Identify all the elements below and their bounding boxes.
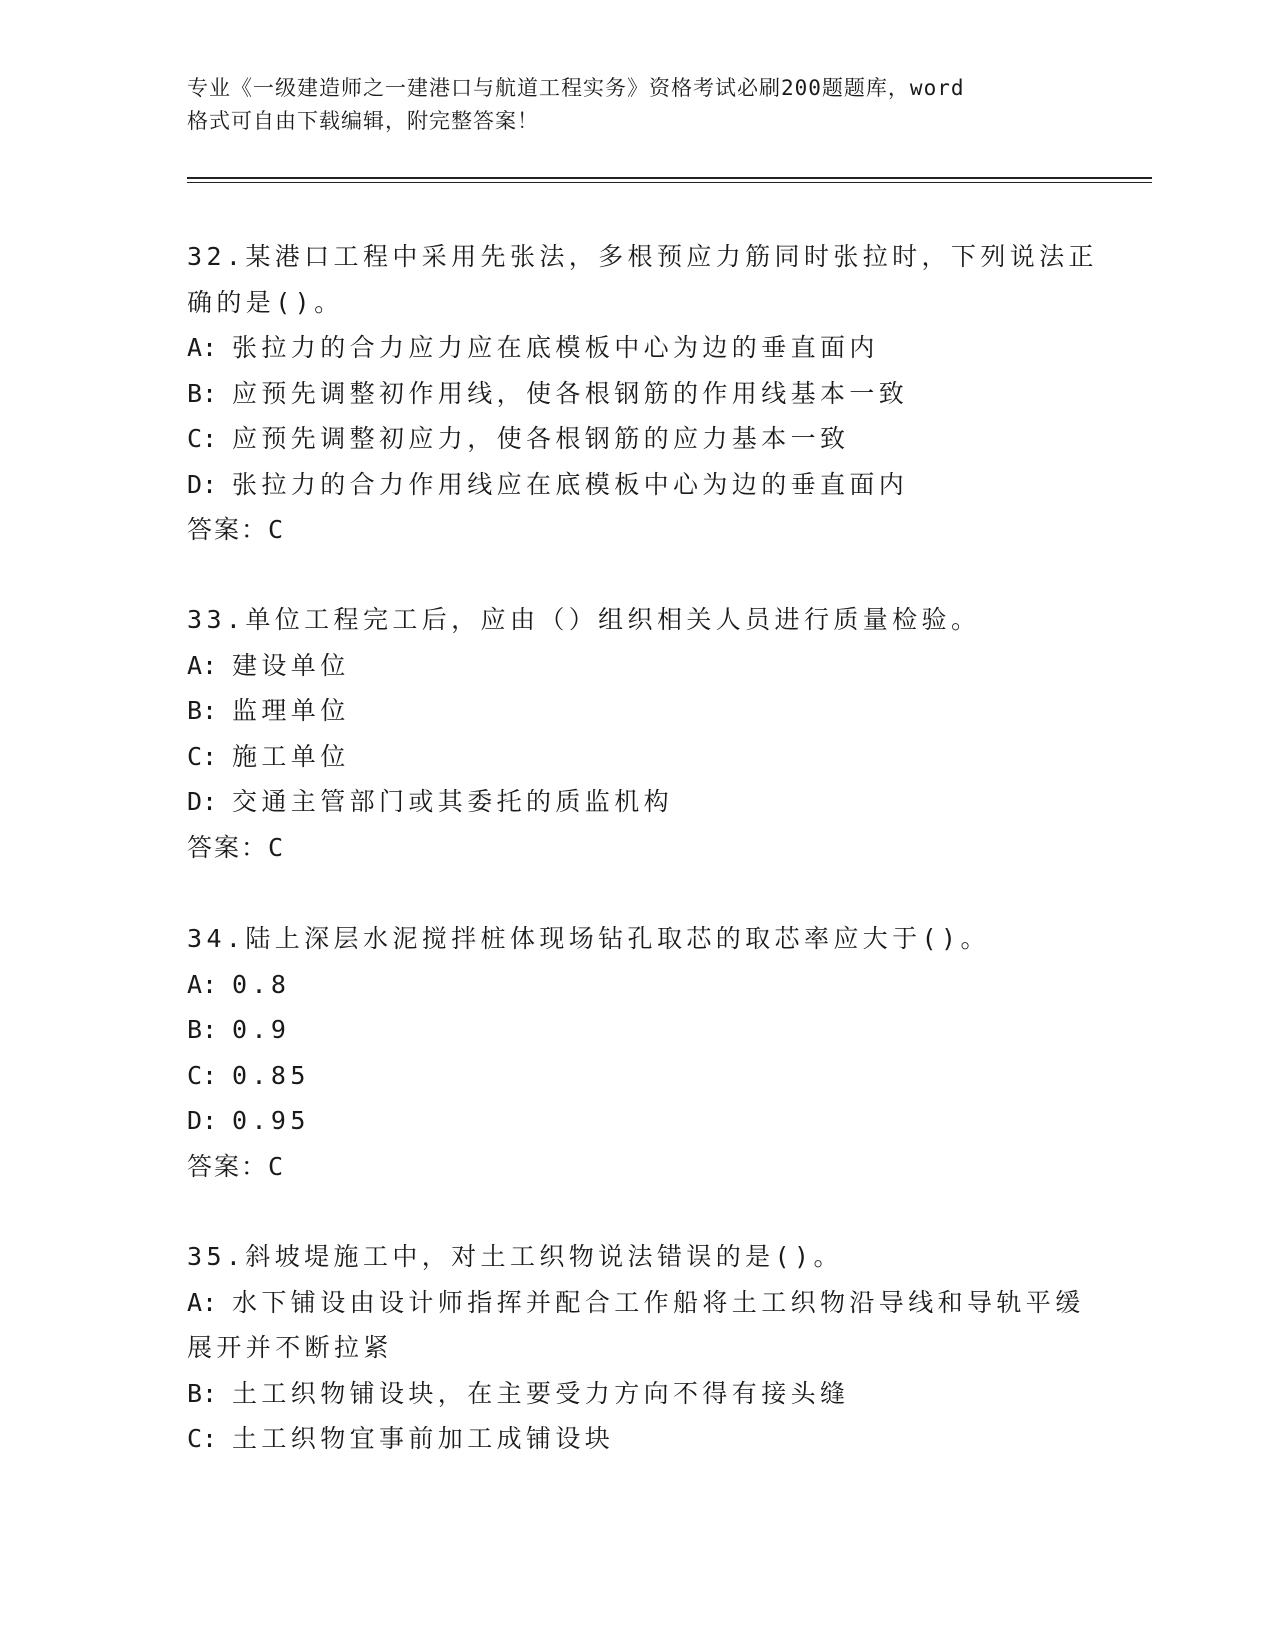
option-text: 0.95 <box>232 1106 310 1135</box>
option-a <box>187 962 1067 1008</box>
question-32 <box>187 234 1098 553</box>
option-text: 交通主管部门或其委托的质监机构 <box>232 787 674 816</box>
option-d <box>187 1098 1067 1144</box>
option-a <box>187 643 1067 689</box>
option-c <box>187 734 1067 780</box>
option-text: 土工织物宜事前加工成铺设块 <box>232 1424 615 1453</box>
header-divider-thin <box>187 182 1152 183</box>
answer <box>187 825 1067 871</box>
option-c <box>187 1416 1067 1462</box>
option-prefix: C: <box>187 741 218 771</box>
option-prefix: D: <box>187 787 218 816</box>
question-35 <box>187 1234 1085 1462</box>
document-header <box>187 72 1087 138</box>
answer-label: 答案： <box>187 832 269 862</box>
option-prefix: B: <box>187 378 218 408</box>
header-divider-thick <box>187 177 1152 179</box>
option-c <box>187 1053 1067 1099</box>
option-prefix: C: <box>187 1060 218 1090</box>
answer-value: C <box>268 515 286 544</box>
answer <box>187 1144 1067 1190</box>
option-b <box>187 371 1067 417</box>
option-b <box>187 688 1067 734</box>
option-b <box>187 1371 1067 1417</box>
option-text: 0.8 <box>232 969 291 999</box>
option-text: 0.85 <box>232 1060 310 1090</box>
option-prefix: A: <box>187 333 218 362</box>
header-line-1: 专业《一级建造师之一建港口与航道工程实务》资格考试必刷200题题库，word <box>187 76 965 100</box>
option-c <box>187 416 1067 462</box>
question-stem: 35.斜坡堤施工中，对土工织物说法错误的是()。 <box>187 1242 843 1271</box>
question-stem-continued: 确的是()。 <box>187 287 344 317</box>
header-line-2: 格式可自由下载编辑，附完整答案！ <box>187 109 539 133</box>
option-text: 水下铺设由设计师指挥并配合工作船将土工织物沿导线和导轨平缓 <box>232 1287 1085 1317</box>
option-a <box>187 325 1067 371</box>
option-prefix: B: <box>187 1378 218 1408</box>
question-stem: 34.陆上深层水泥搅拌桩体现场钻孔取芯的取芯率应大于()。 <box>187 924 990 953</box>
option-d <box>187 779 1067 825</box>
option-text: 张拉力的合力应力应在底模板中心为边的垂直面内 <box>232 333 879 362</box>
option-b <box>187 1007 1067 1053</box>
option-prefix: A: <box>187 650 218 680</box>
question-34 <box>187 916 1067 1189</box>
answer-label: 答案： <box>187 515 269 544</box>
option-a-continued: 展开并不断拉紧 <box>187 1333 393 1362</box>
option-text: 土工织物铺设块，在主要受力方向不得有接头缝 <box>232 1378 850 1408</box>
question-33 <box>187 597 1067 870</box>
option-prefix: D: <box>187 469 218 499</box>
option-text: 0.9 <box>232 1015 291 1044</box>
answer-value: C <box>268 832 286 862</box>
option-text: 施工单位 <box>232 741 350 771</box>
option-text: 张拉力的合力作用线应在底模板中心为边的垂直面内 <box>232 469 909 499</box>
option-a <box>187 1280 1085 1326</box>
answer-value: C <box>268 1151 286 1181</box>
option-prefix: C: <box>187 1424 218 1453</box>
option-prefix: A: <box>187 969 218 999</box>
option-text: 监理单位 <box>232 696 350 725</box>
answer-label: 答案： <box>187 1151 269 1181</box>
option-prefix: A: <box>187 1287 218 1317</box>
option-prefix: D: <box>187 1106 218 1135</box>
option-text: 应预先调整初应力，使各根钢筋的应力基本一致 <box>232 424 850 453</box>
option-prefix: C: <box>187 424 218 453</box>
question-stem: 33.单位工程完工后，应由（）组织相关人员进行质量检验。 <box>187 605 981 634</box>
option-prefix: B: <box>187 1015 218 1044</box>
option-d <box>187 462 1067 508</box>
answer <box>187 507 1067 553</box>
option-text: 建设单位 <box>232 650 350 680</box>
option-prefix: B: <box>187 696 218 725</box>
option-text: 应预先调整初作用线，使各根钢筋的作用线基本一致 <box>232 378 909 408</box>
question-stem: 32.某港口工程中采用先张法，多根预应力筋同时张拉时，下列说法正 <box>187 242 1098 271</box>
